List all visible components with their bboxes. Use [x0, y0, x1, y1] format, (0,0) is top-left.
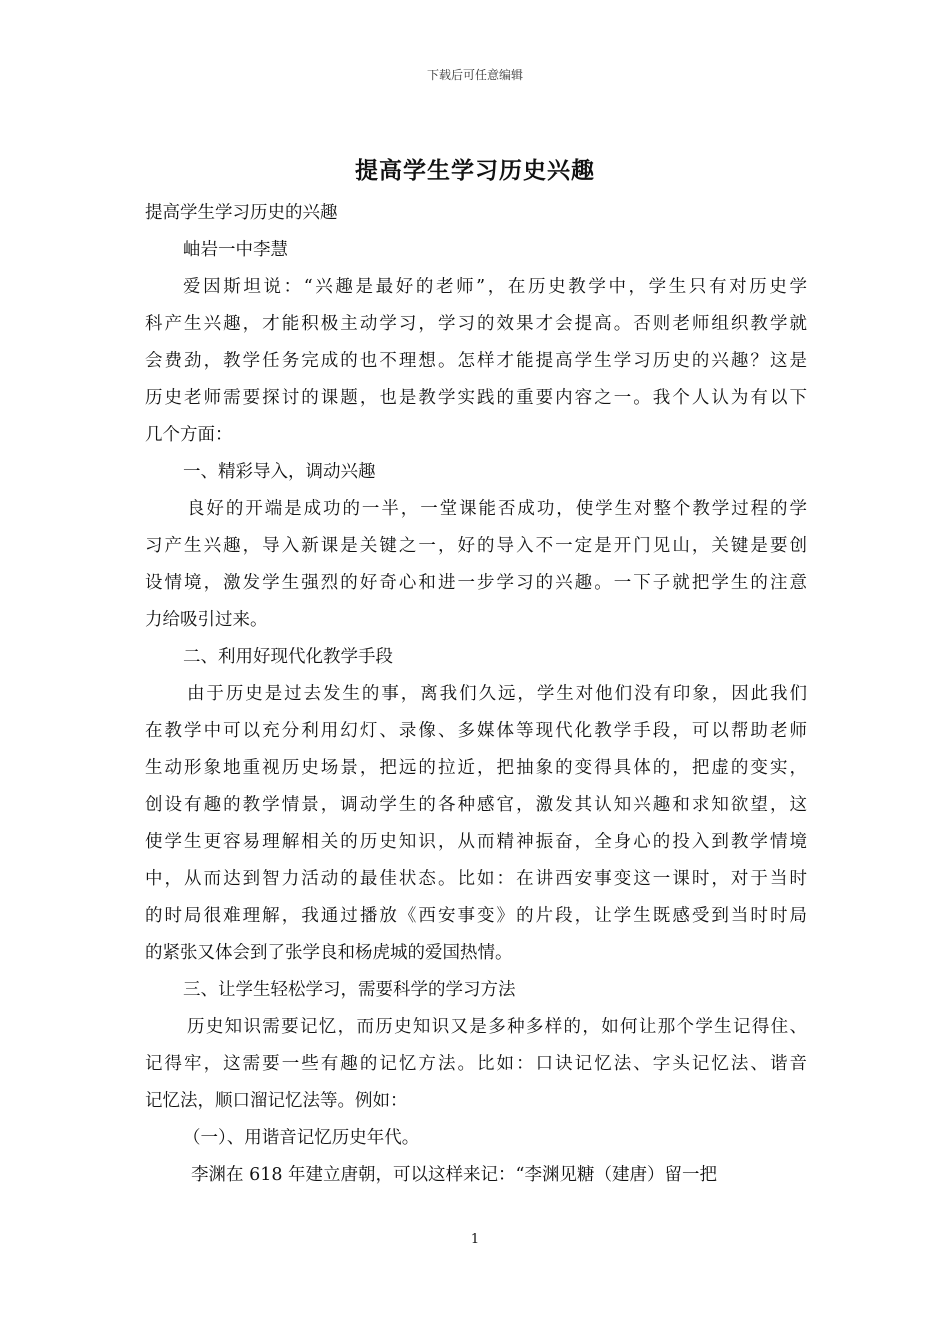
page-header: 下载后可任意编辑	[426, 68, 523, 82]
paragraph-line: 历史知识需要记忆，而历史知识又是多种多样的，如何让那个学生记得住、	[187, 1017, 807, 1037]
paragraph-line: 爱因斯坦说：“兴趣是最好的老师”，在历史教学中，学生只有对历史学	[183, 277, 807, 297]
paragraph-line: 生动形象地重视历史场景，把远的拉近，把抽象的变得具体的，把虚的变实，	[145, 758, 807, 778]
subsection-heading: （一）、用谐音记忆历史年代。	[183, 1128, 420, 1148]
subtitle-line: 提高学生学习历史的兴趣	[145, 203, 338, 223]
paragraph-line: 中，从而达到智力活动的最佳状态。比如：在讲西安事变这一课时，对于当时	[145, 869, 807, 889]
paragraph-line: 科产生兴趣，才能积极主动学习，学习的效果才会提高。否则老师组织教学就	[145, 314, 807, 334]
document-title: 提高学生学习历史兴趣	[355, 157, 595, 184]
paragraph-line: 历史老师需要探讨的课题，也是教学实践的重要内容之一。我个人认为有以下	[145, 388, 807, 408]
paragraph-line: 记得牢，这需要一些有趣的记忆方法。比如：口诀记忆法、字头记忆法、谐音	[145, 1054, 807, 1074]
paragraph-line: 设情境，激发学生强烈的好奇心和进一步学习的兴趣。一下子就把学生的注意	[145, 573, 807, 593]
paragraph-line: 的时局很难理解，我通过播放《西安事变》的片段，让学生既感受到当时时局	[145, 906, 807, 926]
page-number: 1	[470, 1232, 480, 1247]
paragraph-line: 习产生兴趣，导入新课是关键之一，好的导入不一定是开门见山，关键是要创	[145, 536, 807, 556]
document-body	[145, 195, 807, 1194]
paragraph-line: 李渊在 618 年建立唐朝，可以这样来记：“李渊见糖（建唐）留一把	[191, 1165, 717, 1185]
paragraph-line: 力给吸引过来。	[145, 610, 268, 630]
paragraph-line: 几个方面：	[145, 425, 233, 445]
section-heading-3: 三、让学生轻松学习，需要科学的学习方法	[183, 980, 516, 1000]
paragraph-line: 由于历史是过去发生的事，离我们久远，学生对他们没有印象，因此我们	[187, 684, 807, 704]
paragraph-line: 良好的开端是成功的一半，一堂课能否成功，使学生对整个教学过程的学	[187, 499, 807, 519]
section-heading-1: 一、精彩导入，调动兴趣	[183, 462, 376, 482]
paragraph-line: 会费劲，教学任务完成的也不理想。怎样才能提高学生学习历史的兴趣？这是	[145, 351, 807, 371]
author-line: 岫岩一中李慧	[183, 240, 288, 260]
paragraph-line: 的紧张又体会到了张学良和杨虎城的爱国热情。	[145, 943, 513, 963]
paragraph-line: 在教学中可以充分利用幻灯、录像、多媒体等现代化教学手段，可以帮助老师	[145, 721, 807, 741]
paragraph-line: 使学生更容易理解相关的历史知识，从而精神振奋，全身心的投入到教学情境	[145, 832, 807, 852]
paragraph-line: 记忆法，顺口溜记忆法等。例如：	[145, 1091, 408, 1111]
paragraph-line: 创设有趣的教学情景，调动学生的各种感官，激发其认知兴趣和求知欲望，这	[145, 795, 807, 815]
section-heading-2: 二、利用好现代化教学手段	[183, 647, 393, 667]
